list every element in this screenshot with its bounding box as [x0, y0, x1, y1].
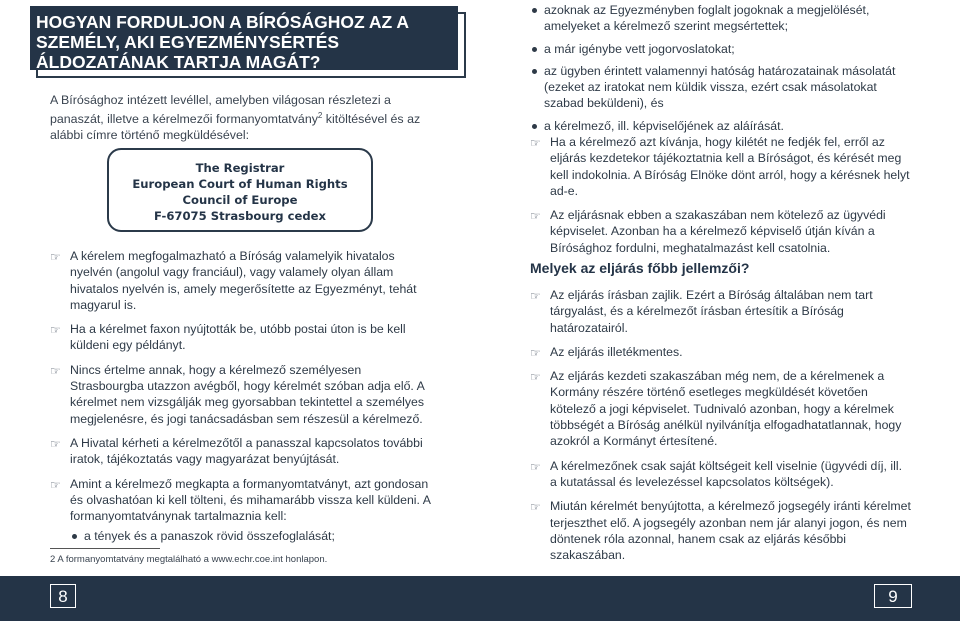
list-item — [530, 368, 912, 449]
footnote-ref: 2 — [317, 111, 323, 120]
sub-list-item: azoknak az Egyezményben foglalt jogoknak a megjelölését, amelyeket a kérelmező szerint megsértettek; — [530, 2, 910, 35]
list-item-text: Ha a kérelmező azt kívánja, hogy kilétét ne fedjék fel, erről az eljárás kezdetekor tájékoztatnia kell a Bíróságot, és kérését meg kell indokolnia. A Bíróság Elnöke dönt arról, hogy a kérésnek helyt ad-e. — [550, 135, 910, 198]
pointing-hand-icon: ☞ — [50, 477, 61, 492]
pointing-hand-icon: ☞ — [50, 363, 61, 378]
address-line: The Registrar — [195, 161, 285, 175]
list-item — [50, 248, 432, 313]
footnote-divider — [50, 548, 160, 549]
list-item-text: Nincs értelme annak, hogy a kérelmező személyesen Strasbourgba utazzon avégből, hogy kérelmét szóban adja elő. A kérelmet nem vizsgálják meg gyorsabban tekintettel a személyes megjelenésre, és jogi tanácsadásban sem részesül a kérelmező. — [70, 362, 425, 426]
sub-list-item: a már igénybe vett jogorvoslatokat; — [530, 41, 910, 57]
list-item — [50, 321, 432, 354]
right-page — [480, 0, 960, 621]
pointing-hand-icon: ☞ — [530, 136, 541, 150]
right-bullet-list — [530, 134, 912, 264]
sub-bullet-list — [70, 528, 432, 544]
page-footer — [480, 576, 960, 621]
footnote: 2 A formanyomtatvány megtalálható a www.echr.coe.int honlapon. — [50, 554, 328, 565]
pointing-hand-icon: ☞ — [530, 345, 541, 360]
list-item — [530, 207, 912, 256]
features-bullet-list — [530, 287, 912, 571]
list-item — [530, 134, 912, 199]
sub-list-item: a tények és a panaszok rövid összefoglalását; — [70, 528, 432, 544]
list-item — [530, 287, 912, 336]
list-item — [530, 458, 912, 491]
heading-banner — [30, 6, 466, 78]
list-item — [50, 476, 432, 545]
pointing-hand-icon: ☞ — [50, 250, 61, 264]
intro-text: A Bírósághoz intézett levéllel, amelyben világosan részletezi a panaszát, illetve a kérelmezői formanyomtatvány — [50, 93, 391, 127]
list-item-text: Az eljárás kezdeti szakaszában még nem, de a kérelmenek a Kormány részére történő esetleges megküldését követően kötelező a jogi képviselet. Tudnivaló azonban, hogy a kérelmek többségét a Bíróság anélkül nyilvánítja elfogadhatatlannak, hogy azokról a Kormányt értesítené. — [550, 369, 902, 449]
list-item-text: Az eljárás illetékmentes. — [550, 344, 683, 359]
left-bullet-list — [50, 248, 432, 553]
pointing-hand-icon: ☞ — [530, 289, 541, 303]
page-heading: HOGYAN FORDULJON A BÍRÓSÁGHOZ AZ A SZEMÉLY, AKI EGYEZMÉNYSÉRTÉS ÁLDOZATÁNAK TARTJA MAGÁT? — [30, 6, 458, 70]
list-item-text: Ha a kérelmet faxon nyújtották be, utóbb postai úton is be kell küldeni egy példányt. — [70, 322, 406, 353]
address-line: F-67075 Strasbourg cedex — [153, 209, 327, 223]
list-item-text: Amint a kérelmező megkapta a formanyomtatványt, azt gondosan és olvashatóan ki kell tölteni, és mihamarább vissza kell küldeni. A formanyomtatványnak tartalmaznia kell: — [70, 476, 431, 524]
intro-text-end: kitöltésével és az alábbi címre történő megküldésével: — [50, 112, 421, 143]
list-item — [530, 344, 912, 360]
pointing-hand-icon: ☞ — [50, 436, 61, 451]
page-footer — [0, 576, 480, 621]
sub-list-item: a kérelmező, ill. képviselőjének az aláírását. — [530, 118, 910, 134]
pointing-hand-icon: ☞ — [50, 323, 61, 338]
list-item-text: A Hivatal kérheti a kérelmezőtől a panasszal kapcsolatos további iratok, tájékoztatás vagy magyarázat benyújtását. — [70, 435, 423, 467]
list-item-text: A kérelem megfogalmazható a Bíróság valamelyik hivatalos nyelvén (angolul vagy franciául), vagy valamely olyan állam hivatalos nyelvén is, amely megerősítette az Egyezményt, tehát magyarul is. — [70, 249, 417, 312]
sub-list-item: az ügyben érintett valamennyi hatóság határozatainak másolatát (ezeket az iratokat nem küldik vissza, ezért csak másolatokat szabad beküldeni), és — [530, 63, 910, 112]
list-item-text: Miután kérelmét benyújtotta, a kérelmező jogsegély iránti kérelmet terjeszthet elő. A jogsegély azonban nem jár alanyi jogon, és nem döntenek róla azonnal, hanem csak az eljárás későbbi szakaszában. — [550, 499, 911, 563]
pointing-hand-icon: ☞ — [530, 459, 541, 474]
list-item — [50, 435, 432, 468]
list-item-text: Az eljárás írásban zajlik. Ezért a Bíróság általában nem tart tárgyalást, és a kérelmezőt írásban értesítik a Bíróság határozatairól. — [550, 288, 873, 335]
pointing-hand-icon: ☞ — [530, 500, 541, 515]
pointing-hand-icon: ☞ — [530, 209, 541, 224]
list-item — [530, 498, 912, 563]
address-line: European Court of Human Rights — [132, 177, 348, 191]
court-address-box — [107, 148, 373, 232]
list-item-text: Az eljárásnak ebben a szakaszában nem kötelező az ügyvédi képviselet. Azonban ha a kérelmező képviselő útján kíván a Bírósághoz fordulni, meghatalmazást kell csatolnia. — [550, 208, 886, 255]
section-title: Melyek az eljárás főbb jellemzői? — [530, 260, 750, 276]
pointing-hand-icon: ☞ — [530, 370, 541, 385]
page-number: 8 — [50, 584, 76, 608]
intro-paragraph — [50, 92, 432, 143]
list-item-text: A kérelmezőnek csak saját költségeit kell viselnie (ügyvédi díj, ill. a kutatással és levelezéssel kapcsolatos költségek). — [550, 458, 902, 489]
list-item — [50, 362, 432, 427]
address-line: Council of Europe — [182, 193, 298, 207]
requirements-list — [530, 2, 910, 140]
page-number: 9 — [874, 584, 912, 608]
